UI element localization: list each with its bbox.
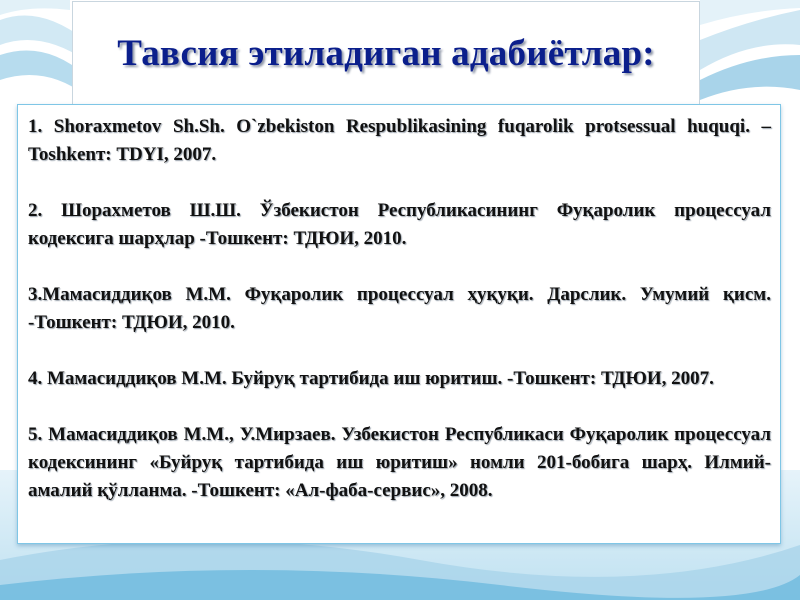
title-box: [72, 1, 700, 105]
reference-item: 2. Шорахметов Ш.Ш. Ўзбекистон Республикасининг Фуқаролик процессуал кодексига шарҳлар -Тошкент: ТДЮИ, 2010.: [28, 200, 771, 249]
references-panel: [17, 104, 781, 544]
slide-title: Тавсия этиладиган адабиётлар:: [117, 32, 655, 74]
reference-item: 1. Shoraxmetov Sh.Sh. O`zbekiston Respublikasining fuqarolik protsessual huquqi. –Toshkenт: TDYI, 2007.: [28, 116, 771, 165]
reference-item: 4. Мамасиддиқов М.М. Буйруқ тартибида иш юритиш. -Тошкент: ТДЮИ, 2007.: [28, 368, 714, 389]
reference-item: 3.Мамасиддиқов М.М. Фуқаролик процессуал ҳуқуқи. Дарслик. Умумий қисм. -Тошкент: ТДЮИ, 2010.: [28, 284, 771, 333]
reference-item: 5. Мамасиддиқов М.М., У.Мирзаев. Узбекистон Республикаси Фуқаролик процессуал кодексининг «Буйруқ тартибида иш юритиш» номли 201-бобига шарҳ. Илмий-амалий қўлланма. -Тошкент: «Ал-фаба-сервис», 2008.: [28, 424, 771, 501]
